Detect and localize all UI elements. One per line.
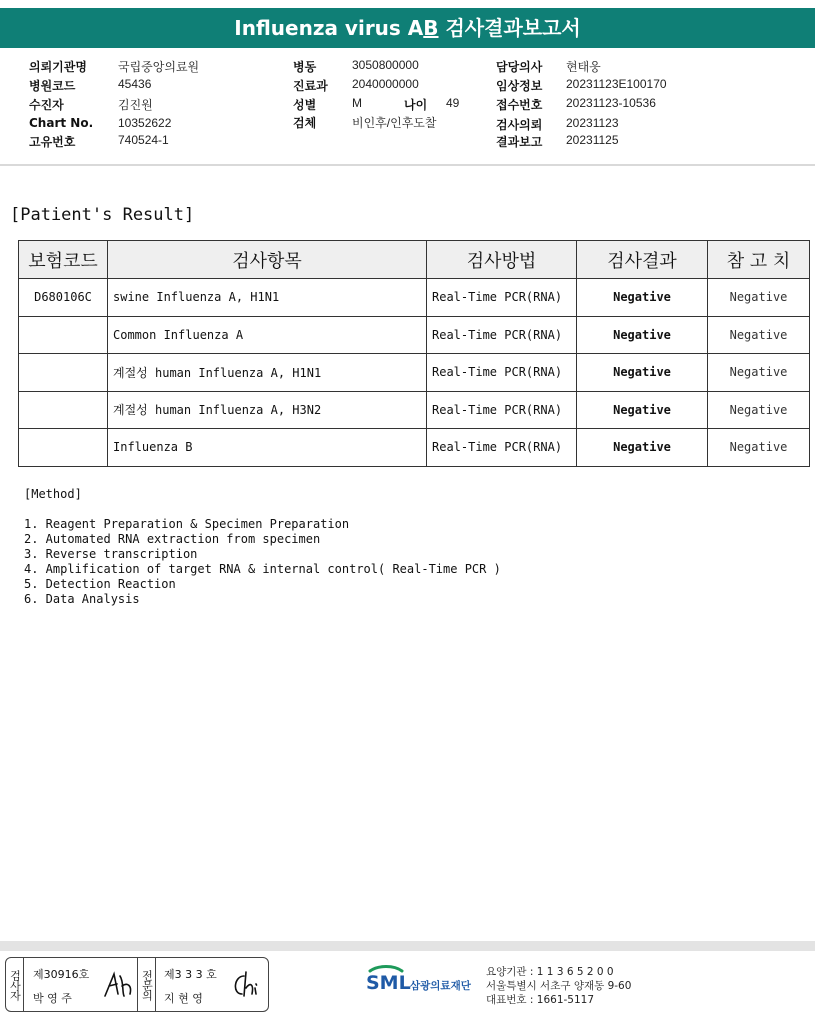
info-divider [0, 164, 815, 166]
table-row [19, 354, 810, 392]
result-table [18, 240, 810, 467]
method-step: 5. Detection Reaction [24, 577, 176, 591]
info-value-institution: 국립중앙의료원 [118, 60, 200, 74]
info-label-clinical-info: 임상정보 [496, 79, 543, 93]
reviewer-license-no: 제3 3 3 호 [164, 968, 217, 981]
info-label-department: 진료과 [293, 79, 328, 93]
reviewer-signature-icon [228, 968, 264, 1002]
examiner-label-cell [6, 958, 24, 1011]
header-test-item: 검사항목 [108, 241, 427, 279]
cell-method: Real-Time PCR(RNA) [427, 429, 577, 467]
cell-item: 계절성 human Influenza A, H1N1 [108, 354, 427, 392]
header-test-result: 검사결과 [577, 241, 708, 279]
cell-code [19, 429, 108, 467]
cell-reference: Negative [708, 429, 810, 467]
info-label-report-date: 결과보고 [496, 135, 543, 149]
cell-item: swine Influenza A, H1N1 [108, 279, 427, 317]
info-value-doctor: 현태웅 [566, 60, 601, 74]
info-value-report-date: 20231125 [566, 133, 619, 147]
cell-reference: Negative [708, 391, 810, 429]
info-label-doctor: 담당의사 [496, 60, 543, 74]
info-value-sex: M [352, 96, 362, 110]
info-label-hospital-code: 병원코드 [29, 79, 76, 93]
info-label-patient: 수진자 [29, 98, 64, 112]
cell-code [19, 316, 108, 354]
info-value-patient: 김진원 [118, 98, 153, 112]
method-title: [Method] [24, 487, 82, 501]
org-code-line: 요양기관 : 1 1 3 6 5 2 0 0 [486, 966, 614, 978]
table-row [19, 316, 810, 354]
method-step: 2. Automated RNA extraction from specimen [24, 532, 321, 546]
info-value-hospital-code: 45436 [118, 77, 152, 91]
examiner-name: 박 영 주 [33, 992, 72, 1005]
logo-text: SML [366, 972, 411, 994]
examiner-license-no: 제30916호 [33, 968, 90, 981]
title-suffix: 검사결과보고서 [438, 16, 581, 40]
cell-code [19, 391, 108, 429]
info-value-department: 2040000000 [352, 77, 419, 91]
info-label-institution: 의뢰기관명 [29, 60, 87, 74]
table-row [19, 429, 810, 467]
header-test-method: 검사방법 [427, 241, 577, 279]
org-name: 삼광의료재단 [410, 980, 471, 992]
info-label-request-date: 검사의뢰 [496, 118, 543, 132]
cell-reference: Negative [708, 354, 810, 392]
footer-divider [0, 941, 815, 951]
table-row [19, 279, 810, 317]
table-row [19, 391, 810, 429]
examiner-signature-icon [102, 968, 136, 1002]
info-label-sex: 성별 [293, 98, 317, 112]
info-label-unique-no: 고유번호 [29, 135, 76, 149]
examiner-label: 검사자 [8, 969, 22, 1000]
cell-result: Negative [577, 316, 708, 354]
method-list [24, 517, 501, 607]
cell-result: Negative [577, 429, 708, 467]
cell-item: Influenza B [108, 429, 427, 467]
report-title [0, 8, 815, 48]
info-label-age: 나이 [404, 98, 428, 112]
method-step: 4. Amplification of target RNA & internal control( Real-Time PCR ) [24, 562, 501, 576]
info-label-specimen: 검체 [293, 116, 317, 130]
cell-result: Negative [577, 354, 708, 392]
info-label-ward: 병동 [293, 60, 317, 74]
info-value-ward: 3050800000 [352, 58, 419, 72]
sml-logo [364, 963, 484, 1003]
title-prefix: Influenza virus A [234, 16, 424, 40]
info-label-chart-no: Chart No. [29, 116, 94, 130]
cell-method: Real-Time PCR(RNA) [427, 279, 577, 317]
info-label-receipt-no: 접수번호 [496, 98, 543, 112]
cell-method: Real-Time PCR(RNA) [427, 391, 577, 429]
reviewer-label-cell [138, 958, 156, 1011]
cell-item: 계절성 human Influenza A, H3N2 [108, 391, 427, 429]
info-value-clinical-info: 20231123E100170 [566, 77, 667, 91]
signature-box [5, 957, 269, 1012]
title-underlined-letter: B [423, 16, 439, 40]
cell-result: Negative [577, 391, 708, 429]
cell-reference: Negative [708, 279, 810, 317]
info-value-unique-no: 740524-1 [118, 133, 169, 147]
header-reference: 참 고 치 [708, 241, 810, 279]
section-title: [Patient's Result] [10, 205, 195, 225]
cell-method: Real-Time PCR(RNA) [427, 354, 577, 392]
method-step: 1. Reagent Preparation & Specimen Preparation [24, 517, 350, 531]
patient-info-block [0, 56, 815, 152]
info-value-request-date: 20231123 [566, 116, 619, 130]
cell-code: D680106C [19, 279, 108, 317]
method-step: 3. Reverse transcription [24, 547, 198, 561]
cell-code [19, 354, 108, 392]
cell-result: Negative [577, 279, 708, 317]
method-step: 6. Data Analysis [24, 592, 140, 606]
table-header-row [19, 241, 810, 279]
cell-method: Real-Time PCR(RNA) [427, 316, 577, 354]
header-insurance-code: 보험코드 [19, 241, 108, 279]
info-value-chart-no: 10352622 [118, 116, 172, 130]
info-value-age: 49 [446, 96, 460, 110]
reviewer-name: 지 현 영 [164, 992, 203, 1005]
cell-item: Common Influenza A [108, 316, 427, 354]
org-address-line: 서울특별시 서초구 양재동 9-60 [486, 980, 632, 992]
info-value-specimen: 비인후/인후도찰 [352, 116, 437, 130]
org-phone-line: 대표번호 : 1661-5117 [486, 994, 595, 1006]
info-value-receipt-no: 20231123-10536 [566, 96, 656, 110]
cell-reference: Negative [708, 316, 810, 354]
org-address [486, 965, 631, 1007]
reviewer-label: 전문의 [140, 969, 154, 1000]
